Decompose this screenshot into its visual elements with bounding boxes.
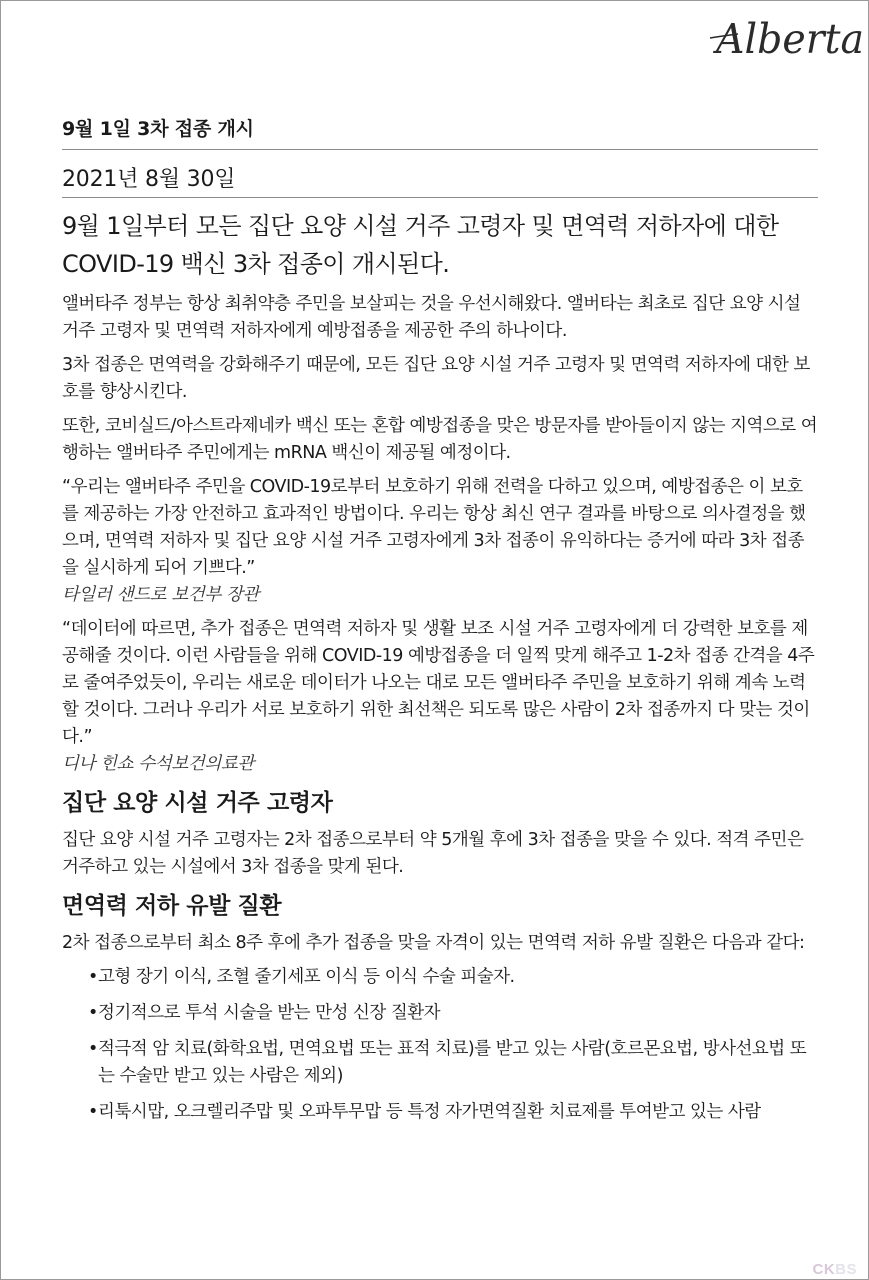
quote-minister: “우리는 앨버타주 주민을 COVID-19로부터 보호하기 위해 전력을 다하고 있으며, 예방접종은 이 보호를 제공하는 가장 안전하고 효과적인 방법이다. 우리는 항상 최신 연구 결과를 바탕으로 의사결정을 했으며, 면역력 저하자 및 집단 요양 시설 거주 고령자에게 3차 접종이 유익하다는 증거에 따라 3차 접종을 실시하게 되어 기쁘다.” xyxy=(62,477,806,578)
body-paragraph-3: 또한, 코비실드/아스트라제네카 백신 또는 혼합 예방접종을 맞은 방문자를 받아들이지 않는 지역으로 여행하는 앨버타주 주민에게는 mRNA 백신이 제공될 예정이다. xyxy=(62,416,818,463)
bullet-dot: • xyxy=(88,967,98,987)
bullet-dot: • xyxy=(88,1003,98,1023)
body-paragraph-2: 3차 접종은 면역력을 강화해주기 때문에, 모든 집단 요양 시설 거주 고령자 및 면역력 저하자에 대한 보호를 향상시킨다. xyxy=(62,355,810,402)
list-item xyxy=(88,1036,818,1090)
bullet-dot: • xyxy=(88,1039,98,1059)
list-item-text: 적극적 암 치료(화학요법, 면역요법 또는 표적 치료)를 받고 있는 사람(호르몬요법, 방사선요법 또는 수술만 받고 있는 사람은 제외) xyxy=(98,1039,807,1086)
list-item xyxy=(88,964,818,991)
body-paragraph-1: 앨버타주 정부는 항상 최취약층 주민을 보살피는 것을 우선시해왔다. 앨버타는 최초로 집단 요양 시설 거주 고령자 및 면역력 저하자에게 예방접종을 제공한 주의 하나이다. xyxy=(62,294,801,341)
condition-list xyxy=(62,964,818,1126)
watermark-part-2: BS xyxy=(835,1261,857,1278)
list-item-text: 고형 장기 이식, 조혈 줄기세포 이식 등 이식 수술 피술자. xyxy=(98,967,515,987)
section-text-immunocompromised: 2차 접종으로부터 최소 8주 후에 추가 접종을 맞을 자격이 있는 면역력 저하 유발 질환은 다음과 같다: xyxy=(62,933,805,953)
quote-cmoh-attribution: 디나 힌쇼 수석보건의료관 xyxy=(62,754,254,774)
release-date: 2021년 8월 30일 xyxy=(62,150,818,198)
alberta-logo-wordmark xyxy=(702,0,867,70)
watermark-part-1: CK xyxy=(812,1261,836,1278)
watermark xyxy=(812,1261,857,1278)
list-item xyxy=(88,1000,818,1027)
section-text-seniors: 집단 요양 시설 거주 고령자는 2차 접종으로부터 약 5개월 후에 3차 접종을 맞을 수 있다. 적격 주민은 거주하고 있는 시설에서 3차 접종을 맞게 된다. xyxy=(62,830,804,877)
quote-cmoh: “데이터에 따르면, 추가 접종은 면역력 저하자 및 생활 보조 시설 거주 고령자에게 더 강력한 보호를 제공해줄 것이다. 이런 사람들을 위해 COVID-19 예방접종을 더 일찍 맞게 해주고 1-2차 접종 간격을 4주로 줄여주었듯이, 우리는 새로운 데이터가 나오는 대로 모든 앨버타주 주민을 보호하기 위해 계속 노력할 것이다. 그러나 우리가 서로 보호하기 위한 최선책은 되도록 많은 사람이 2차 접종까지 다 맞는 것이다.” xyxy=(62,619,815,747)
press-release xyxy=(62,110,818,1135)
bullet-dot: • xyxy=(88,1102,98,1122)
list-item-text: 정기적으로 투석 시술을 받는 만성 신장 질환자 xyxy=(98,1003,441,1023)
section-title-immunocompromised: 면역력 저하 유발 질환 xyxy=(62,893,282,919)
alberta-logo xyxy=(702,0,867,70)
list-item xyxy=(88,1099,818,1126)
svg-text:Alberta: Alberta xyxy=(712,15,864,63)
release-kicker: 9월 1일 3차 접종 개시 xyxy=(62,110,818,150)
list-item-text: 리툭시맙, 오크렐리주맙 및 오파투무맙 등 특정 자가면역질환 치료제를 투여받고 있는 사람 xyxy=(98,1102,761,1122)
release-headline: 9월 1일부터 모든 집단 요양 시설 거주 고령자 및 면역력 저하자에 대한 COVID-19 백신 3차 접종이 개시된다. xyxy=(62,212,779,278)
section-title-seniors: 집단 요양 시설 거주 고령자 xyxy=(62,790,333,816)
quote-minister-attribution: 타일러 샌드로 보건부 장관 xyxy=(62,585,260,605)
